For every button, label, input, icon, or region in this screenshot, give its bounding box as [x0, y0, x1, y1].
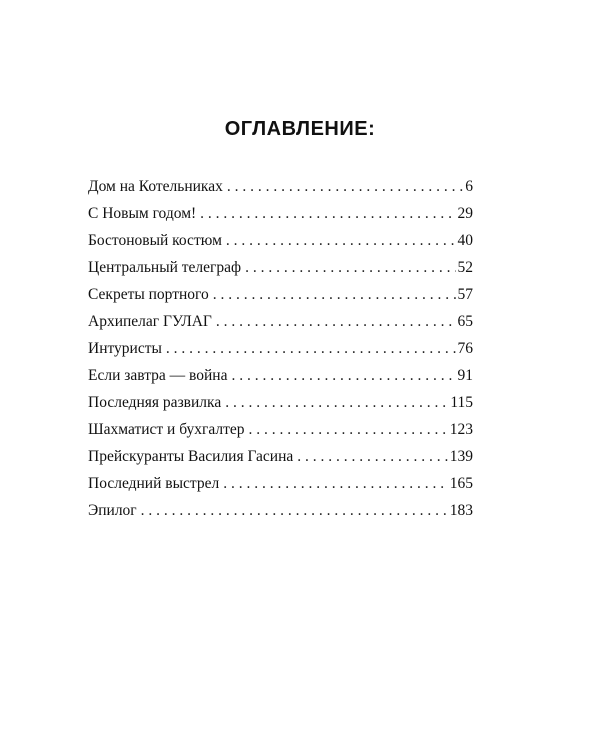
toc-entry: [88, 178, 473, 205]
toc-entry: [88, 286, 473, 313]
toc-entry: [88, 205, 473, 232]
dot-leader: [245, 259, 455, 277]
dot-leader: [227, 178, 463, 196]
toc-entry: [88, 232, 473, 259]
dot-leader: [213, 286, 456, 304]
toc-entry: [88, 475, 473, 502]
toc-entry-title: Интуристы: [88, 340, 162, 357]
toc-entry-title: Дом на Котельниках: [88, 178, 223, 195]
toc-entry: [88, 259, 473, 286]
toc-entry: [88, 502, 473, 529]
toc-entry-title: Архипелаг ГУЛАГ: [88, 313, 212, 330]
toc-entry-page: 57: [457, 286, 473, 303]
dot-leader: [226, 232, 456, 250]
toc-entry-page: 165: [449, 475, 473, 492]
dot-leader: [225, 394, 448, 412]
toc-entry: [88, 394, 473, 421]
toc-entry-page: 123: [449, 421, 473, 438]
dot-leader: [223, 475, 448, 493]
dot-leader: [216, 313, 456, 331]
toc-entry-page: 183: [449, 502, 473, 519]
toc-entry-title: Шахматист и бухгалтер: [88, 421, 245, 438]
toc-entry: [88, 448, 473, 475]
dot-leader: [166, 340, 456, 358]
toc-entry-page: 115: [450, 394, 473, 411]
toc-entry-title: Если завтра — война: [88, 367, 228, 384]
toc-entry-page: 91: [457, 367, 473, 384]
toc-entry-title: Эпилог: [88, 502, 137, 519]
toc-entry-title: Центральный телеграф: [88, 259, 242, 276]
toc-entry-page: 65: [457, 313, 473, 330]
dot-leader: [231, 367, 455, 385]
toc-entry-page: 40: [457, 232, 473, 249]
toc-entry-title: С Новым годом!: [88, 205, 197, 222]
dot-leader: [297, 448, 447, 466]
toc-entry: [88, 421, 473, 448]
page-title: ОГЛАВЛЕНИЕ:: [224, 118, 376, 140]
toc-entry-title: Бостоновый костюм: [88, 232, 222, 249]
toc-entry-page: 6: [465, 178, 473, 195]
toc-entry: [88, 340, 473, 367]
toc-entry: [88, 367, 473, 394]
toc-entry-title: Прейскуранты Василия Гасина: [88, 448, 294, 465]
toc-entry-page: 52: [457, 259, 473, 276]
toc-entry-page: 76: [457, 340, 473, 357]
table-of-contents: [88, 178, 473, 529]
toc-entry-title: Секреты портного: [88, 286, 209, 303]
toc-entry-title: Последняя развилка: [88, 394, 222, 411]
dot-leader: [200, 205, 455, 223]
dot-leader: [249, 421, 448, 439]
toc-entry-page: 139: [449, 448, 473, 465]
toc-entry-page: 29: [457, 205, 473, 222]
toc-entry-title: Последний выстрел: [88, 475, 220, 492]
toc-entry: [88, 313, 473, 340]
dot-leader: [141, 502, 448, 520]
